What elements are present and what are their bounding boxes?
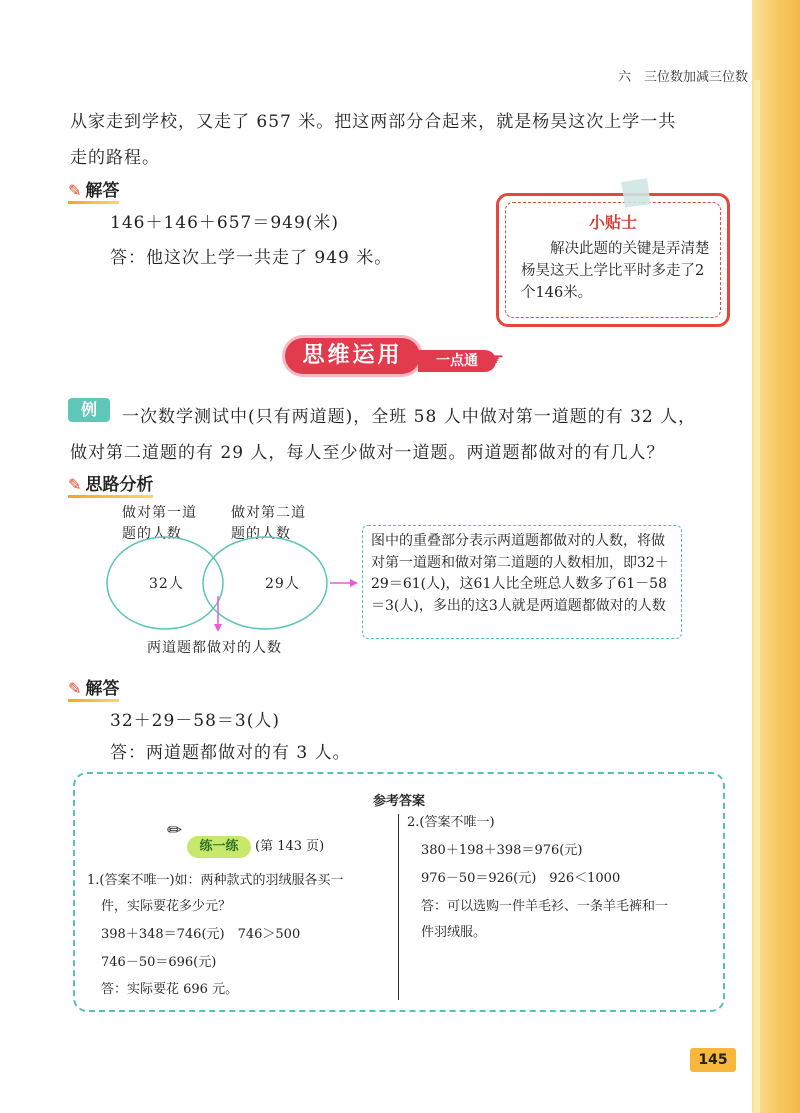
practice-tag: 练一练: [187, 836, 251, 858]
reference-answer-box: [73, 772, 725, 1012]
q2-line-3: 976－50＝926(元) 926＜1000: [421, 871, 621, 886]
example-line-1: 一次数学测试中(只有两道题)，全班 58 人中做对第一道题的有 32 人，: [122, 407, 697, 427]
tip-text: 解决此题的关键是弄清楚杨昊这天上学比平时多走了2个146米。: [521, 241, 710, 301]
venn-right-count: 29人: [265, 576, 300, 592]
q2-line-4: 答：可以选购一件羊毛衫、一条羊毛裤和一: [421, 899, 669, 914]
q2-line-5: 件羽绒服。: [421, 925, 487, 940]
example-line-2: 做对第二道题的有 29 人，每人至少做对一道题。两道题都做对的有几人？: [70, 443, 665, 463]
answer-label-text: 解答: [85, 679, 120, 699]
analysis-note-text: 图中的重叠部分表示两道题都做对的人数，将做对第一道题和做对第二道题的人数相加，即32＋29＝61(人)，这61人比全班总人数多了61－58＝3(人)，多出的这3人就是两道题都做对的人数: [371, 533, 669, 614]
answer-2-equation: 32＋29－58＝3(人): [110, 711, 280, 731]
example-badge: 例: [68, 398, 110, 422]
tip-title: 小贴士: [588, 213, 637, 232]
pencil-icon: ✎: [68, 475, 82, 494]
chapter-header: 六 三位数加减三位数: [617, 70, 748, 85]
analysis-label-text: 思路分析: [85, 475, 154, 495]
column-divider: [398, 814, 399, 1000]
venn-left-label-1: 做对第一道: [122, 505, 197, 521]
q2-line-2: 380＋198＋398＝976(元): [421, 843, 583, 858]
q1-line-2: 件，实际要花多少元？: [101, 899, 232, 914]
venn-right-label-1: 做对第二道: [231, 505, 306, 521]
intro-line-2: 走的路程。: [70, 148, 160, 168]
venn-overlap-label: 两道题都做对的人数: [147, 640, 282, 656]
q1-line-1: 1.(答案不唯一)如：两种款式的羽绒服各买一: [87, 873, 344, 888]
venn-right-label-2: 题的人数: [231, 526, 291, 542]
q1-line-4: 746－50＝696(元): [101, 955, 217, 970]
pencil-icon: ✎: [68, 679, 82, 698]
label-underline: [68, 699, 119, 702]
practice-page: (第 143 页): [255, 839, 325, 854]
page-number: 145: [690, 1048, 736, 1072]
answer-1-reply: 答：他这次上学一共走了 949 米。: [110, 248, 393, 268]
pointing-hand-icon: ☛: [488, 349, 505, 370]
section-banner-subtitle: 一点通: [418, 350, 496, 372]
answer-label-text: 解答: [85, 181, 120, 201]
venn-left-label-2: 题的人数: [122, 526, 182, 542]
q1-line-3: 398＋348＝746(元) 746＞500: [101, 927, 301, 942]
intro-line-1: 从家走到学校，又走了 657 米。把这两部分合起来，就是杨昊这次上学一共: [70, 112, 677, 132]
note-arrow-head: [350, 579, 358, 587]
answer-1-equation: 146＋146＋657＝949(米): [110, 213, 340, 233]
venn-left-count: 32人: [149, 576, 184, 592]
answer-label-2: [68, 674, 119, 699]
section-banner: 思维运用: [285, 338, 420, 374]
overlap-arrow-head: [214, 624, 222, 632]
pencil-mascot-icon: ✏: [167, 820, 183, 841]
pencil-icon: ✎: [68, 181, 82, 200]
q1-line-5: 答：实际要花 696 元。: [101, 982, 239, 997]
answer-2-reply: 答：两道题都做对的有 3 人。: [110, 743, 351, 763]
analysis-note-box: [362, 525, 682, 639]
reference-title: 参考答案: [372, 794, 425, 809]
q2-line-1: 2.(答案不唯一): [407, 815, 495, 830]
